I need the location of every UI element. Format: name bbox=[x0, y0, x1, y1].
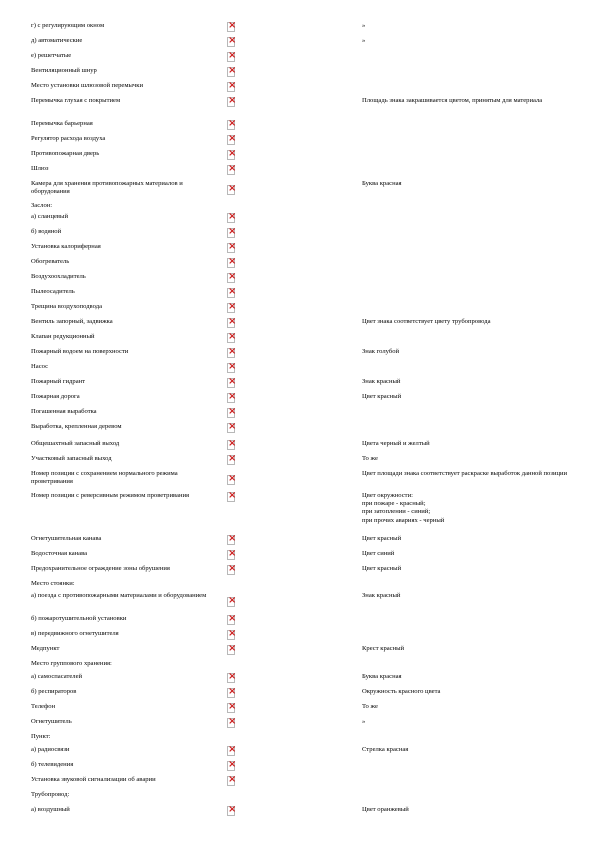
broken-image-icon bbox=[227, 135, 235, 145]
symbol-note: То же bbox=[362, 703, 378, 710]
symbol-name: Участковый запасный выход bbox=[31, 455, 112, 462]
symbol-name: а) радиосвязи bbox=[31, 746, 70, 753]
symbol-note: Цвет оранжевый bbox=[362, 806, 409, 813]
symbol-name: Телефон bbox=[31, 703, 56, 710]
broken-image-icon bbox=[227, 273, 235, 283]
broken-image-icon bbox=[227, 615, 235, 625]
symbol-name: Пожарный водоем на поверхности bbox=[31, 348, 129, 355]
symbol-name: Пожарный гидрант bbox=[31, 378, 86, 385]
symbol-name: Пылеосадитель bbox=[31, 288, 75, 295]
symbol-name: Выработка, крепленная деревом bbox=[31, 423, 122, 430]
symbol-note: Цвет окружности: при пожаре - красный; при затоплении - синий; при прочих авариях - черный bbox=[362, 492, 445, 524]
symbol-name: Номер позиции с сохранением нормального режима проветривания bbox=[31, 470, 180, 486]
symbol-note: Цвет синий bbox=[362, 550, 395, 557]
symbol-name: Огнетушительная канава bbox=[31, 535, 102, 542]
broken-image-icon bbox=[227, 150, 235, 160]
symbol-name: а) сланцевый bbox=[31, 213, 68, 220]
broken-image-icon bbox=[227, 597, 235, 607]
symbol-name: б) респираторов bbox=[31, 688, 77, 695]
symbol-note: Знак красный bbox=[362, 592, 401, 599]
symbol-name: Регулятор расхода воздуха bbox=[31, 135, 106, 142]
broken-image-icon bbox=[227, 703, 235, 713]
symbol-name: б) телевидения bbox=[31, 761, 74, 768]
symbol-note: Площадь знака закрашивается цветом, принятым для материала bbox=[362, 97, 543, 104]
symbol-name: в) передвижного огнетушителя bbox=[31, 630, 119, 637]
symbol-name: Установка звуковой сигнализации об аварии bbox=[31, 776, 156, 783]
broken-image-icon bbox=[227, 630, 235, 640]
broken-image-icon bbox=[227, 318, 235, 328]
symbol-name: Вентиль запорный, задвижка bbox=[31, 318, 113, 325]
symbol-name: Место установки шлюзовой перемычки bbox=[31, 82, 143, 89]
symbol-name: Перемычка глухая с покрытием bbox=[31, 97, 121, 104]
broken-image-icon bbox=[227, 378, 235, 388]
broken-image-icon bbox=[227, 550, 235, 560]
symbol-note: » bbox=[362, 37, 366, 44]
symbol-name: Противопожарная дверь bbox=[31, 150, 100, 157]
symbol-name: Пожарная дорога bbox=[31, 393, 80, 400]
broken-image-icon bbox=[227, 673, 235, 683]
broken-image-icon bbox=[227, 243, 235, 253]
symbol-name: Пункт: bbox=[31, 733, 51, 740]
broken-image-icon bbox=[227, 645, 235, 655]
symbol-note: Знак красный bbox=[362, 378, 401, 385]
broken-image-icon bbox=[227, 408, 235, 418]
broken-image-icon bbox=[227, 776, 235, 786]
symbol-name: Вентиляционный шнур bbox=[31, 67, 97, 74]
broken-image-icon bbox=[227, 761, 235, 771]
symbol-note: Цвет красный bbox=[362, 535, 402, 542]
symbol-name: Огнетушитель bbox=[31, 718, 72, 725]
symbol-name: а) поезда с противопожарными материалами и оборудованием bbox=[31, 592, 207, 599]
broken-image-icon bbox=[227, 52, 235, 62]
symbol-name: б) пожаротушительной установки bbox=[31, 615, 127, 622]
broken-image-icon bbox=[227, 185, 235, 195]
broken-image-icon bbox=[227, 120, 235, 130]
broken-image-icon bbox=[227, 213, 235, 223]
broken-image-icon bbox=[227, 288, 235, 298]
broken-image-icon bbox=[227, 97, 235, 107]
symbol-note: » bbox=[362, 718, 366, 725]
symbol-note: Стрелка красная bbox=[362, 746, 409, 753]
broken-image-icon bbox=[227, 423, 235, 433]
symbol-name: е) решетчатые bbox=[31, 52, 72, 59]
symbol-name: Погашенная выработка bbox=[31, 408, 97, 415]
symbol-name: Трубопровод: bbox=[31, 791, 70, 798]
broken-image-icon bbox=[227, 363, 235, 373]
symbol-name: д) автоматические bbox=[31, 37, 83, 44]
broken-image-icon bbox=[227, 688, 235, 698]
symbol-name: а) воздушный bbox=[31, 806, 70, 813]
symbol-name: Обогреватель bbox=[31, 258, 70, 265]
symbol-note: Крест красный bbox=[362, 645, 405, 652]
symbol-name: Заслон: bbox=[31, 202, 53, 209]
symbol-note: Буква красная bbox=[362, 180, 402, 187]
symbol-note: Цвет красный bbox=[362, 565, 402, 572]
broken-image-icon bbox=[227, 303, 235, 313]
broken-image-icon bbox=[227, 393, 235, 403]
broken-image-icon bbox=[227, 258, 235, 268]
broken-image-icon bbox=[227, 440, 235, 450]
broken-image-icon bbox=[227, 535, 235, 545]
symbol-name: Медпункт bbox=[31, 645, 60, 652]
symbol-name: Предохранительное ограждение зоны обрушения bbox=[31, 565, 170, 572]
symbol-name: Камера для хранения противопожарных материалов и оборудования bbox=[31, 180, 185, 196]
symbol-note: » bbox=[362, 22, 366, 29]
symbol-name: Шлюз bbox=[31, 165, 49, 172]
broken-image-icon bbox=[227, 475, 235, 485]
symbol-name: Трещина воздухоподвода bbox=[31, 303, 103, 310]
symbol-name: Номер позиции с реверсивным режимом проветривания bbox=[31, 492, 190, 499]
symbol-note: Буква красная bbox=[362, 673, 402, 680]
symbol-name: Насос bbox=[31, 363, 49, 370]
symbol-note: Окружность красного цвета bbox=[362, 688, 441, 695]
symbol-name: Перемычка барьерная bbox=[31, 120, 93, 127]
broken-image-icon bbox=[227, 455, 235, 465]
broken-image-icon bbox=[227, 806, 235, 816]
broken-image-icon bbox=[227, 22, 235, 32]
symbol-name: а) самоспасателей bbox=[31, 673, 83, 680]
symbol-name: Место стоянки: bbox=[31, 580, 75, 587]
symbol-name: б) водяной bbox=[31, 228, 62, 235]
broken-image-icon bbox=[227, 165, 235, 175]
symbol-name: Водосточная канава bbox=[31, 550, 88, 557]
broken-image-icon bbox=[227, 492, 235, 502]
symbol-name: Воздухоохладитель bbox=[31, 273, 86, 280]
broken-image-icon bbox=[227, 746, 235, 756]
symbol-name: Место группового хранения: bbox=[31, 660, 112, 667]
symbol-name: Клапан редукционный bbox=[31, 333, 95, 340]
symbol-name: Установка калориферная bbox=[31, 243, 101, 250]
broken-image-icon bbox=[227, 37, 235, 47]
broken-image-icon bbox=[227, 718, 235, 728]
broken-image-icon bbox=[227, 348, 235, 358]
symbol-note: Цвета черный и желтый bbox=[362, 440, 430, 447]
symbol-note: Цвет площади знака соответствует раскраске выработок данной позиции bbox=[362, 470, 568, 477]
broken-image-icon bbox=[227, 565, 235, 575]
broken-image-icon bbox=[227, 228, 235, 238]
symbol-note: Цвет знака соответствует цвету трубопровода bbox=[362, 318, 491, 325]
broken-image-icon bbox=[227, 82, 235, 92]
symbol-note: То же bbox=[362, 455, 378, 462]
symbol-note: Цвет красный bbox=[362, 393, 402, 400]
symbol-name: Общешахтный запасный выход bbox=[31, 440, 120, 447]
symbol-note: Знак голубой bbox=[362, 348, 400, 355]
broken-image-icon bbox=[227, 67, 235, 77]
broken-image-icon bbox=[227, 333, 235, 343]
symbol-name: г) с регулирующим окном bbox=[31, 22, 105, 29]
